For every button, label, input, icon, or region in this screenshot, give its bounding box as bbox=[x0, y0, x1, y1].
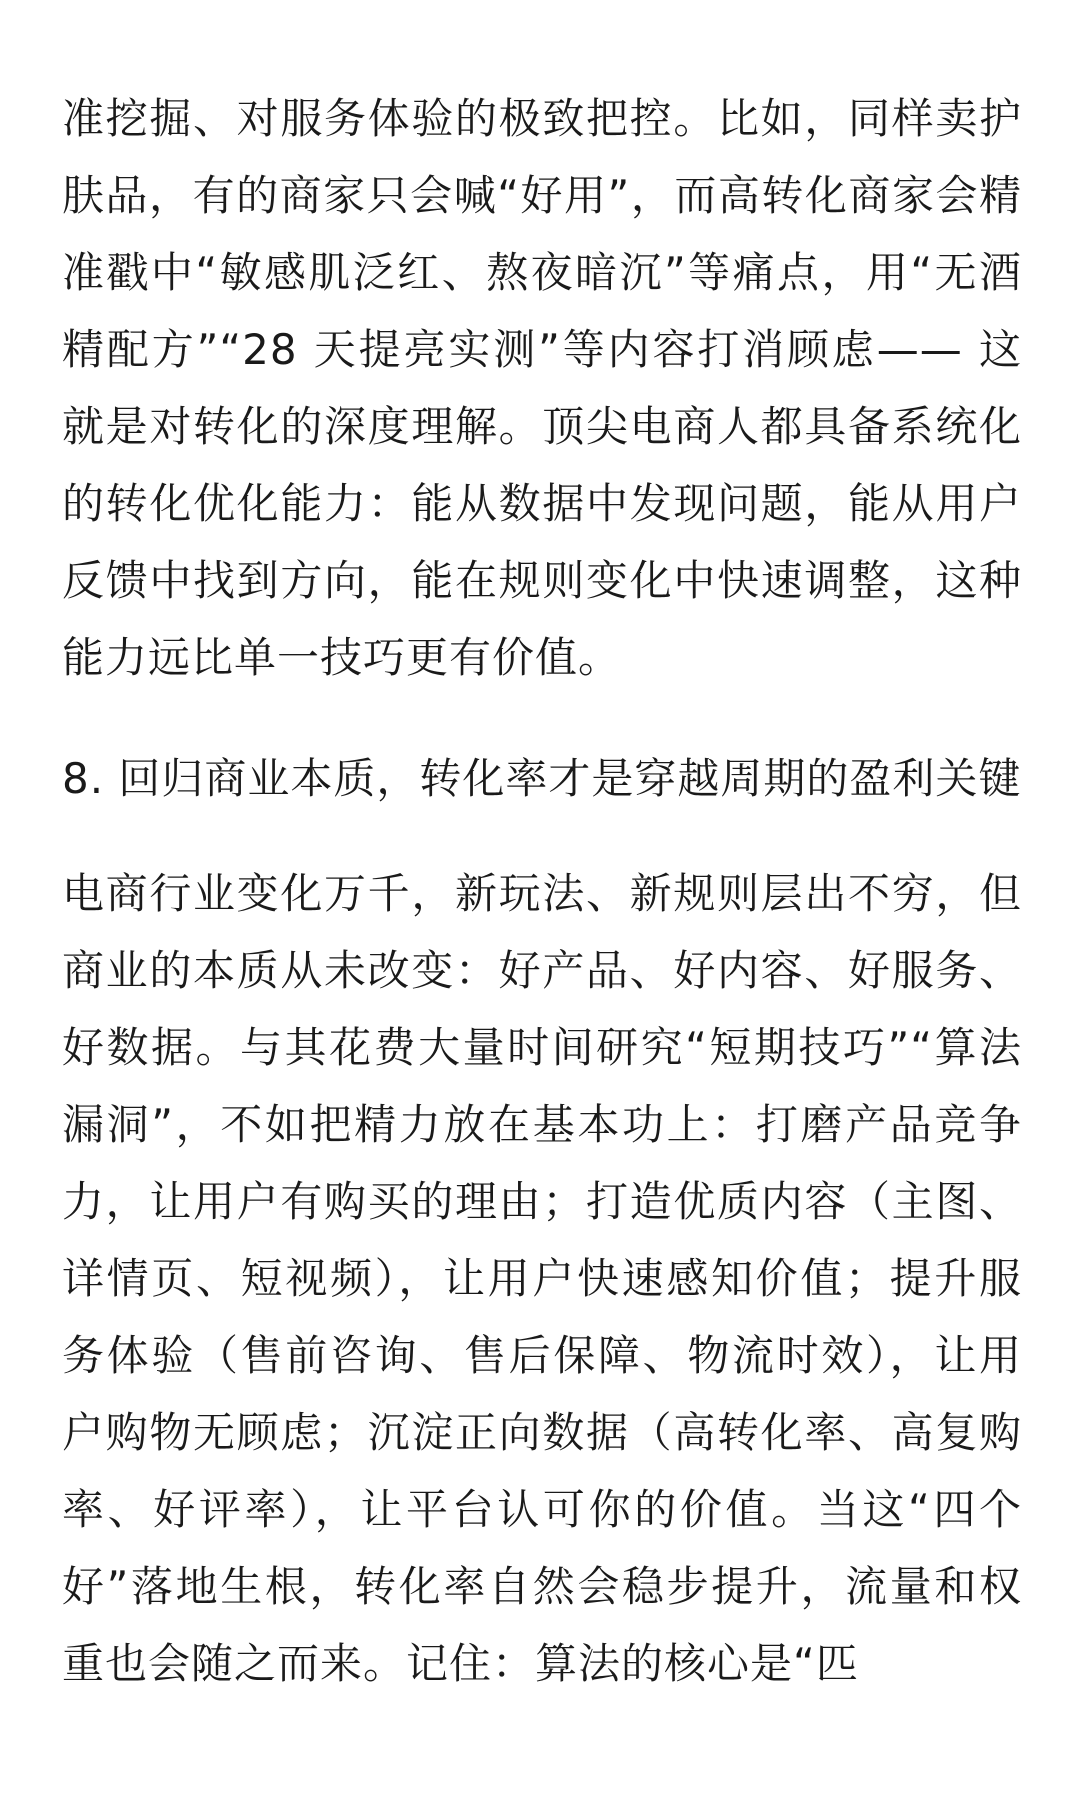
article-paragraph-2: 电商行业变化万千，新玩法、新规则层出不穷，但商业的本质从未改变：好产品、好内容、好服务、好数据。与其花费大量时间研究“短期技巧”“算法漏洞”，不如把精力放在基本功上：打磨产品竞争力，让用户有购买的理由；打造优质内容（主图、详情页、短视频），让用户快速感知价值；提升服务体验（售前咨询、售后保障、物流时效），让用户购物无顾虑；沉淀正向数据（高转化率、高复购率、好评率），让平台认可你的价值。当这“四个好”落地生根，转化率自然会稳步提升，流量和权重也会随之而来。记住：算法的核心是“匹 bbox=[62, 869, 1022, 1688]
section-heading: 8. 回归商业本质，转化率才是穿越周期的盈利关键 bbox=[62, 754, 1022, 803]
article-body bbox=[62, 80, 1022, 1702]
article-paragraph-1: 准挖掘、对服务体验的极致把控。比如，同样卖护肤品，有的商家只会喊“好用”，而高转化商家会精准戳中“敏感肌泛红、熬夜暗沉”等痛点，用“无酒精配方”“28 天提亮实测”等内容打消顾虑—— 这就是对转化的深度理解。顶尖电商人都具备系统化的转化优化能力：能从数据中发现问题，能从用户反馈中找到方向，能在规则变化中快速调整，这种能力远比单一技巧更有价值。 bbox=[62, 94, 1022, 682]
